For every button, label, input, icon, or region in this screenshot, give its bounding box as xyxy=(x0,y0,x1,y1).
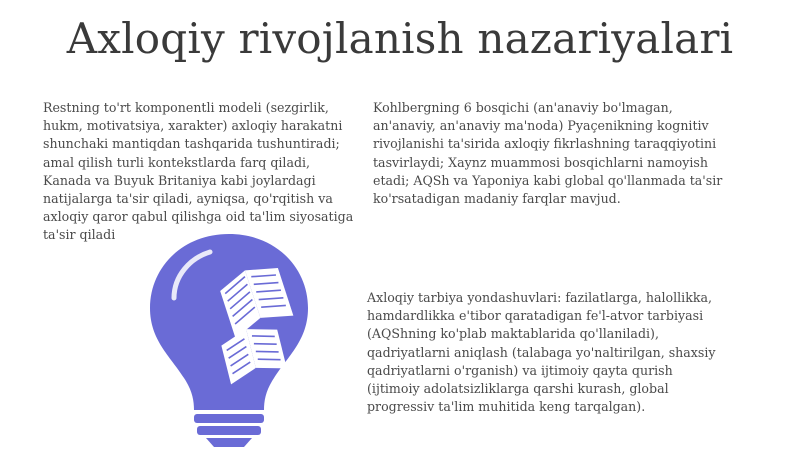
paragraph-moral-education-approaches: Axloqiy tarbiya yondashuvlari: fazilatlarga, halollikka, hamdardlikka e'tibor qaratadigan fe'l-atvor tarbiyasi (AQShning ko'plab maktablarida qo'llaniladi), qadriyatlarni aniqlash (talabaga yo'naltirilgan, shaxsiy qadriyatlarni o'rganish) va ijtimoiy qayta qurish (ijtimoiy adolatsizliklarga qarshi kurash, global progressiv ta'lim muhitida keng tarqalgan). xyxy=(367,290,716,415)
slide-title: Axloqiy rivojlanish nazariyalari xyxy=(66,14,734,63)
lightbulb-with-books-icon xyxy=(144,228,314,449)
paragraph-kohlberg-stages: Kohlbergning 6 bosqichi (an'anaviy bo'lmagan, an'anaviy, an'anaviy ma'noda) Pyaçenikning kognitiv rivojlanishi ta'sirida axloqiy fikrlashning taraqqiyotini tasvirlaydi; Xaynz muammosi bosqichlarni namoyish etadi; AQSh va Yaponiya kabi global qo'llanmada ta'sir ko'rsatadigan madaniy farqlar mavjud. xyxy=(373,100,723,207)
paragraph-rest-model: Restning to'rt komponentli modeli (sezgirlik, hukm, motivatsiya, xarakter) axloqiy harakatni shunchaki mantiqdan tashqarida tushuntiradi; amal qilish turli kontekstlarda farq qiladi, Kanada va Buyuk Britaniya kabi joylardagi natijalarga ta'sir qiladi, ayniqsa, qo'rqitish va axloqiy qaror qabul qilishga oid ta'lim siyosatiga ta'sir qiladi xyxy=(43,100,354,243)
